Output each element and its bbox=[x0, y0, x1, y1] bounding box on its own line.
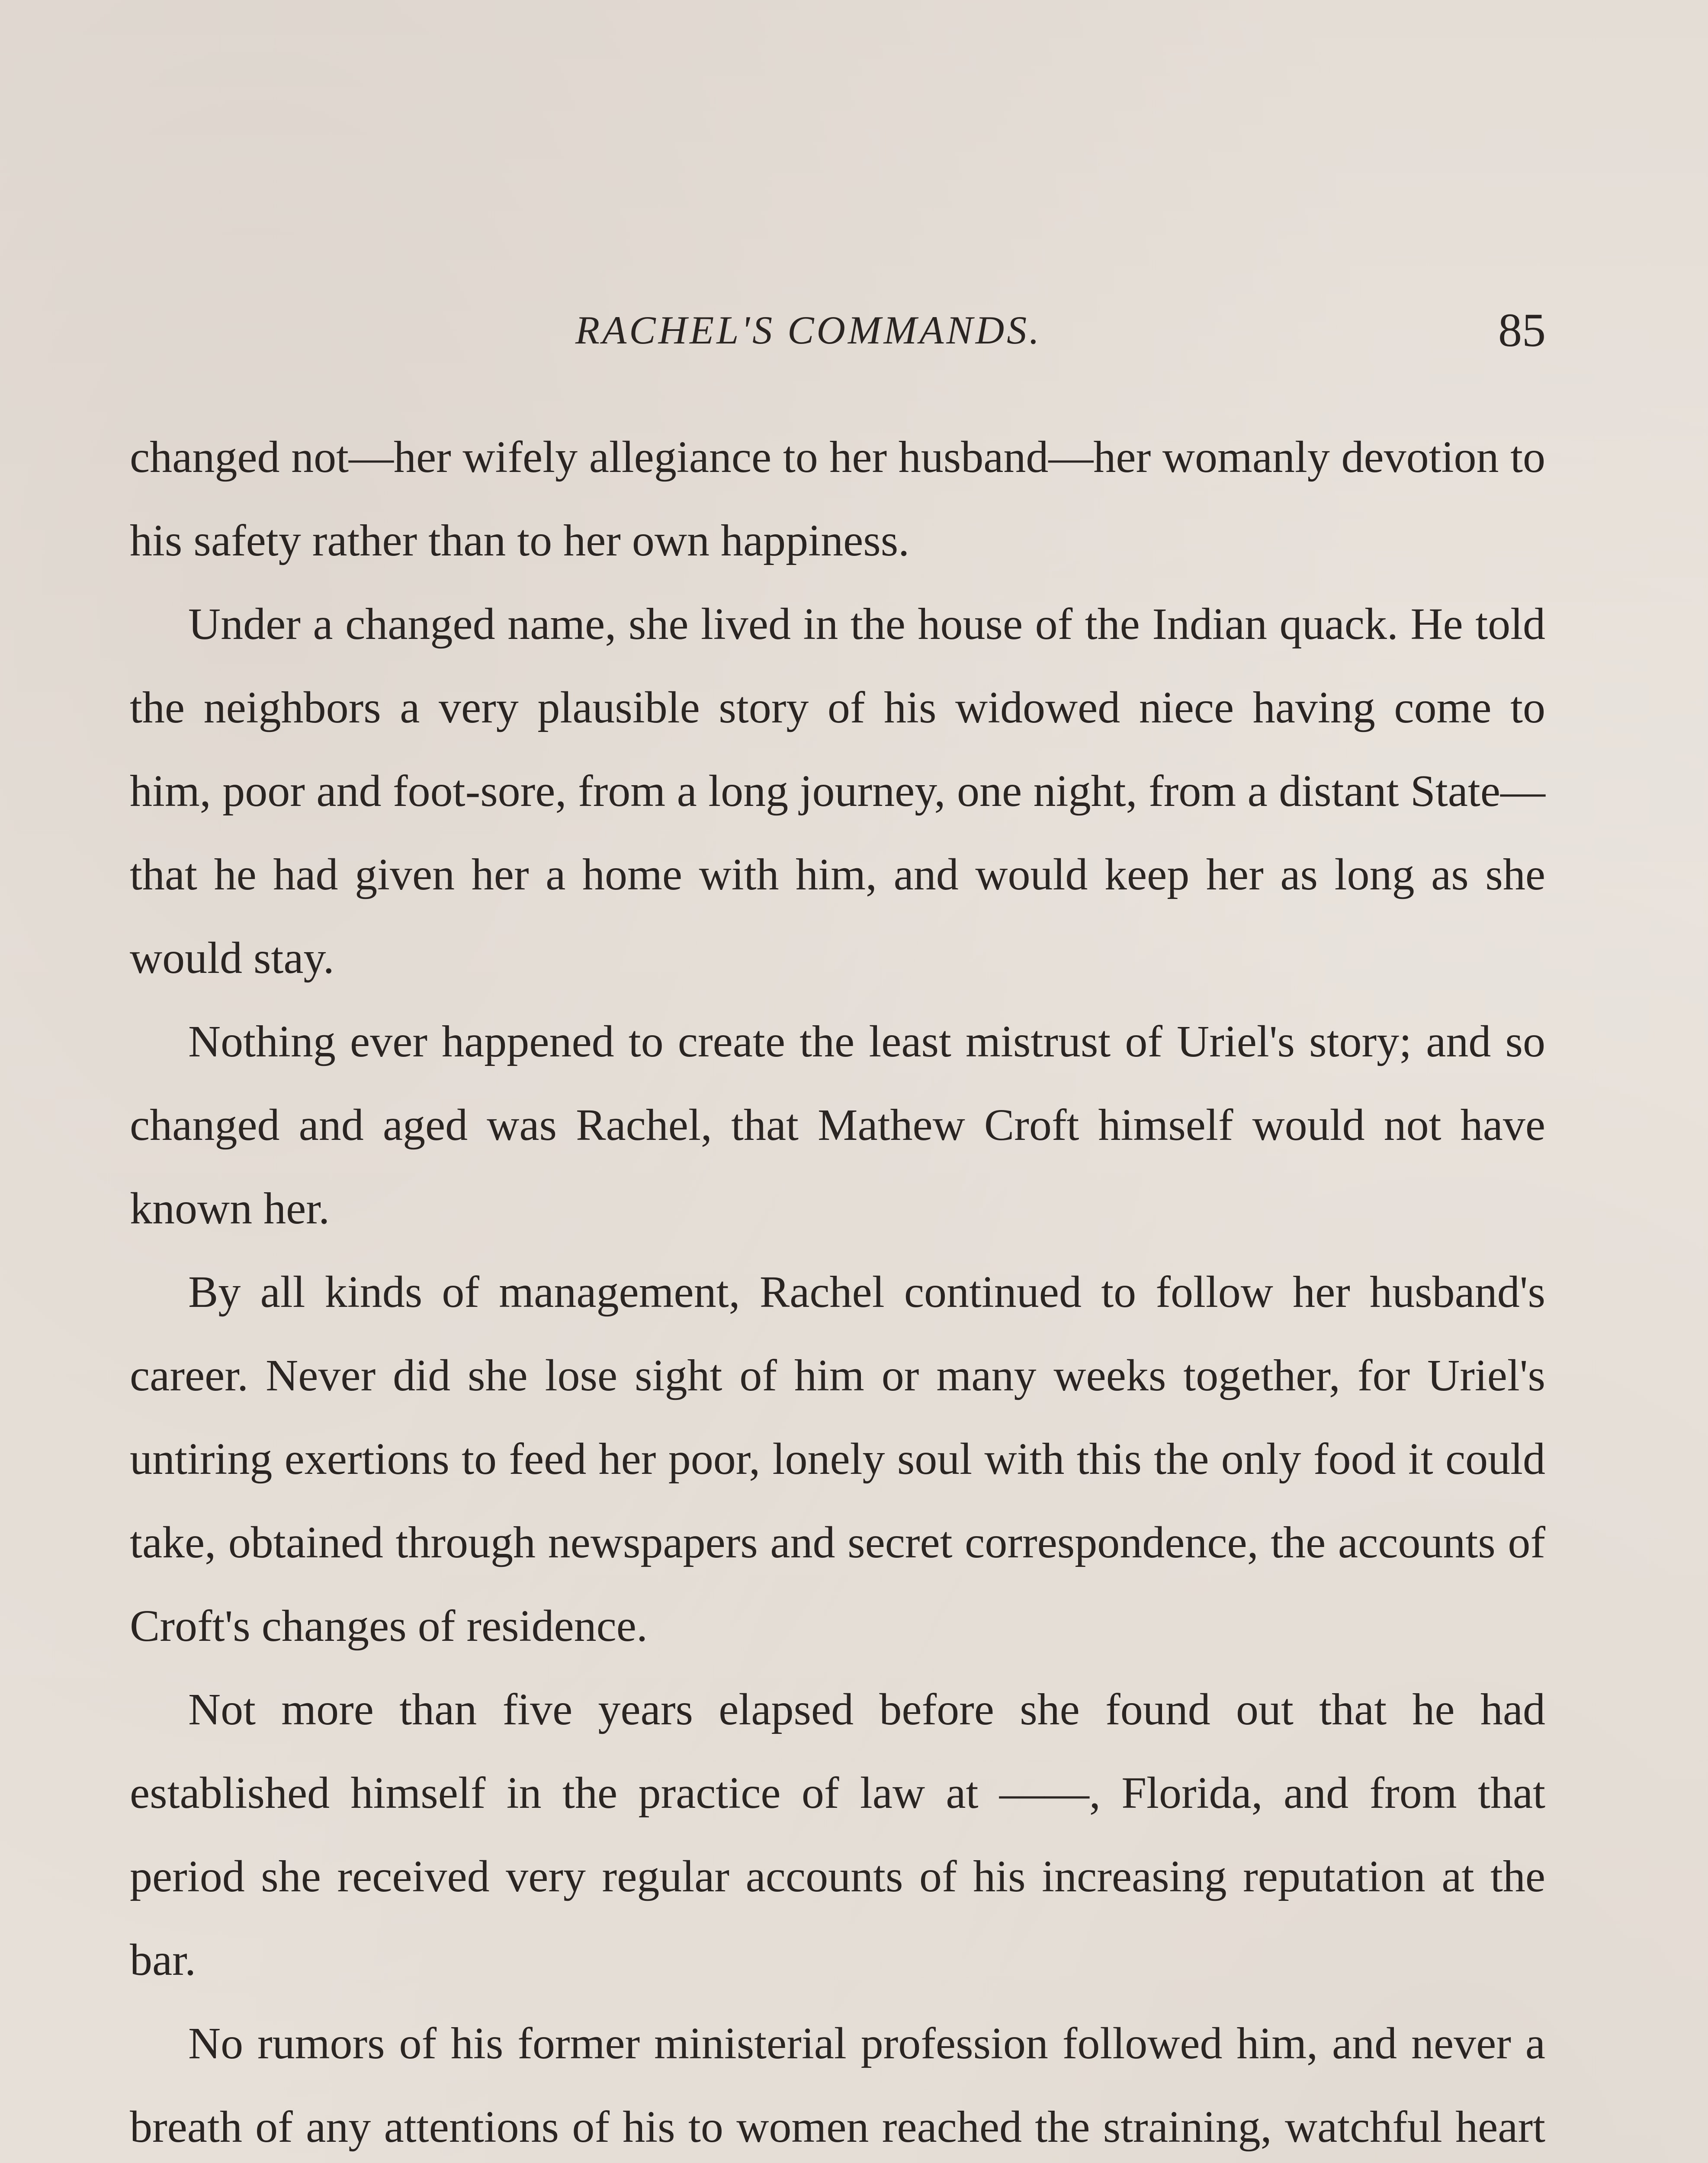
paragraph: Not more than five years elapsed before she found out that he had established himself in the practice of law at ——, Florida, and from that period she received very regular accounts of his increasing reputation at the bar. bbox=[130, 1685, 1545, 1985]
text-body bbox=[130, 415, 1545, 2163]
paragraph: changed not—her wifely allegiance to her husband—her womanly devotion to his safety rather than to her own happiness. bbox=[130, 432, 1545, 565]
paragraph: Under a changed name, she lived in the house of the Indian quack. He told the neighbors a very plausible story of his widowed niece having come to him, poor and foot-sore, from a long journey, one night, from a distant State—that he had given her a home with him, and would keep her as long as she would stay. bbox=[130, 599, 1545, 983]
paragraph: Nothing ever happened to create the least mistrust of Uriel's story; and so changed and aged was Rachel, that Mathew Croft himself would not have known her. bbox=[130, 1017, 1545, 1233]
paragraph: By all kinds of management, Rachel continued to follow her husband's career. Never did she lose sight of him or many weeks together, for Uriel's untiring exertions to feed her poor, lonely soul with this the only food it could take, obtained through newspapers and secret correspondence, the accounts of Croft's changes of residence. bbox=[130, 1267, 1545, 1651]
page-number: 85 bbox=[1498, 304, 1546, 356]
paragraph: No rumors of his former ministerial profession followed him, and never a breath of any attentions of his to women reached the straining, watchful heart bbox=[130, 2019, 1545, 2152]
page-header bbox=[132, 303, 1546, 372]
running-title: RACHEL'S COMMANDS. bbox=[575, 308, 1042, 352]
